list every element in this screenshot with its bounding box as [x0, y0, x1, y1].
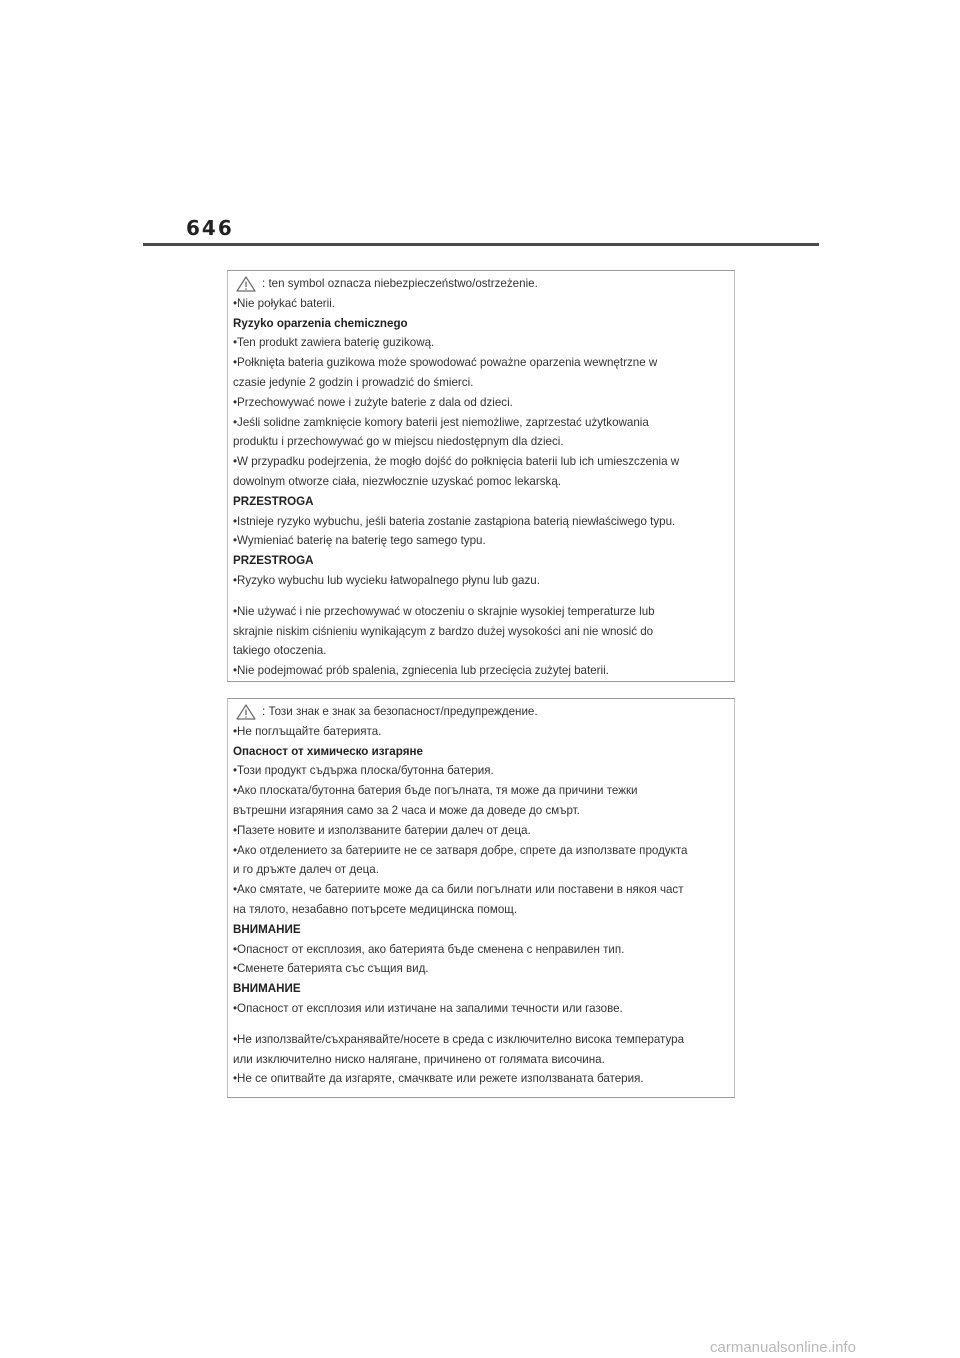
section-heading [233, 551, 728, 571]
line-text: •Przechowywać nowe i zużyte baterie z dala od dzieci. [233, 395, 513, 409]
text-line [233, 393, 728, 413]
bulgarian-warning-box [227, 698, 735, 1098]
line-text: ВНИМАНИЕ [233, 922, 301, 936]
line-text: czasie jedynie 2 godzin i prowadzić do śmierci. [233, 375, 474, 389]
watermark: carmanualsonline.info [710, 1339, 856, 1356]
text-line [233, 622, 728, 642]
text-line [233, 333, 728, 353]
section-heading [233, 920, 728, 940]
page-number: 646 [186, 216, 234, 240]
text-line [233, 661, 728, 681]
line-text: •Не се опитвайте да изгаряте, смачквате или режете използваната батерия. [233, 1072, 644, 1086]
text-line [233, 274, 728, 294]
line-text: : Този знак е знак за безопасност/предупреждение. [262, 705, 538, 718]
line-text: •Istnieje ryzyko wybuchu, jeśli bateria zostanie zastąpiona baterią niewłaściwego typu. [233, 514, 676, 528]
line-text: •Ако смятате, че батериите може да са били погълнати или поставени в някоя част [233, 883, 684, 897]
warning-triangle-icon [236, 704, 256, 720]
line-text: •Не поглъщайте батерията. [233, 724, 382, 738]
section-heading [233, 979, 728, 999]
text-line [233, 413, 728, 433]
line-text: produktu i przechowywać go w miejscu niedostępnym dla dzieci. [233, 435, 564, 449]
section-heading [233, 742, 728, 762]
line-text: •W przypadku podejrzenia, że mogło dojść do połknięcia baterii lub ich umieszczenia w [233, 455, 680, 469]
line-text: •Nie używać i nie przechowywać w otoczeniu o skrajnie wysokiej temperaturze lub [233, 604, 655, 618]
text-line [233, 531, 728, 551]
text-line [233, 641, 728, 661]
text-line [233, 1050, 728, 1070]
line-text: или изключително ниско налягане, причинено от голямата височина. [233, 1052, 605, 1066]
line-text: •Jeśli solidne zamknięcie komory baterii jest niemożliwe, zaprzestać użytkowania [233, 415, 649, 429]
line-text: Опасност от химическо изгаряне [233, 744, 423, 758]
text-line [233, 353, 728, 373]
text-line [233, 571, 728, 591]
line-text: •Сменете батерията със същия вид. [233, 962, 429, 976]
section-heading [233, 492, 728, 512]
warning-triangle-icon [236, 276, 256, 292]
header-rule [143, 243, 819, 246]
text-line [233, 841, 728, 861]
text-line [233, 880, 728, 900]
text-line [233, 781, 728, 801]
text-line [233, 940, 728, 960]
line-text: takiego otoczenia. [233, 644, 327, 658]
text-line [233, 761, 728, 781]
line-text: skrajnie niskim ciśnieniu wynikającym z bardzo dużej wysokości ani nie wnosić do [233, 624, 654, 638]
text-line [233, 472, 728, 492]
line-text: и го дръжте далеч от деца. [233, 863, 379, 877]
text-line [233, 452, 728, 472]
line-text: •Този продукт съдържа плоска/бутонна батерия. [233, 764, 494, 778]
line-text: Ryzyko oparzenia chemicznego [233, 316, 408, 330]
text-line [233, 432, 728, 452]
line-text: PRZESTROGA [233, 554, 314, 568]
text-line [233, 722, 728, 742]
line-text: dowolnym otworze ciała, niezwłocznie uzyskać pomoc lekarską. [233, 474, 561, 488]
text-line [233, 999, 728, 1019]
polish-warning-box [227, 270, 735, 682]
line-text: •Ten produkt zawiera baterię guzikową. [233, 336, 435, 350]
text-line [233, 959, 728, 979]
line-text: •Nie połykać baterii. [233, 296, 336, 310]
line-text: PRZESTROGA [233, 494, 314, 508]
text-line [233, 373, 728, 393]
text-line [233, 512, 728, 532]
line-text: •Nie podejmować prób spalenia, zgniecenia lub przecięcia zużytej baterii. [233, 664, 609, 678]
text-line [233, 860, 728, 880]
text-line [233, 602, 728, 622]
text-line [233, 294, 728, 314]
line-text: •Опасност от експлозия, ако батерията бъде сменена с неправилен тип. [233, 942, 625, 956]
line-text: •Пазете новите и използваните батерии далеч от деца. [233, 823, 531, 837]
line-text: : ten symbol oznacza niebezpieczeństwo/ostrzeżenie. [262, 277, 538, 290]
text-line [233, 900, 728, 920]
line-text: вътрешни изгаряния само за 2 часа и може да доведе до смърт. [233, 803, 580, 817]
line-text: •Опасност от експлозия или изтичане на запалими течности или газове. [233, 1001, 623, 1015]
text-line [233, 1069, 728, 1089]
line-text: ВНИМАНИЕ [233, 982, 301, 996]
line-text: •Połknięta bateria guzikowa może spowodować poważne oparzenia wewnętrzne w [233, 356, 658, 370]
line-text: на тялото, незабавно потърсете медицинска помощ. [233, 902, 518, 916]
line-text: •Ако отделението за батериите не се затваря добре, спрете да използвате продукта [233, 843, 688, 857]
text-line [233, 821, 728, 841]
text-line [233, 702, 728, 722]
line-text: •Ако плоската/бутонна батерия бъде погълната, тя може да причини тежки [233, 784, 638, 798]
text-line [233, 801, 728, 821]
text-line [233, 1030, 728, 1050]
line-text: •Не използвайте/съхранявайте/носете в среда с изключително висока температура [233, 1032, 685, 1046]
section-heading [233, 314, 728, 334]
line-text: •Wymieniać baterię na baterię tego samego typu. [233, 534, 486, 548]
line-text: •Ryzyko wybuchu lub wycieku łatwopalnego płynu lub gazu. [233, 573, 540, 587]
